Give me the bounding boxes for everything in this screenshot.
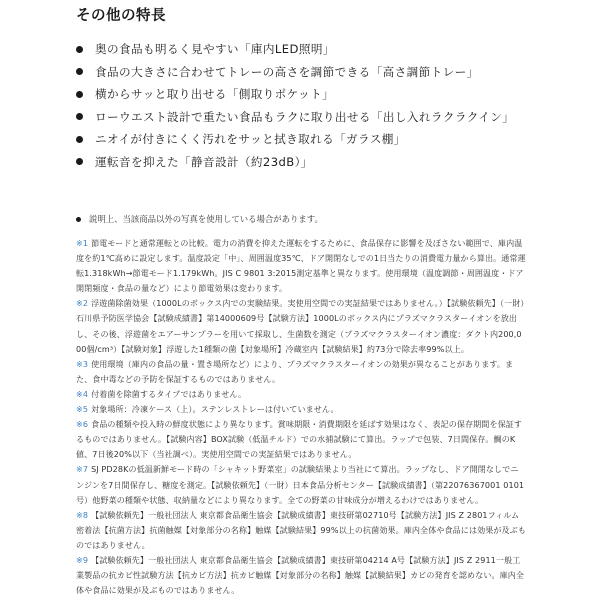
footnote-text: 使用環境（庫内の食品の量・置き場所など）により、プラズマクラスターイオンの効果が異なることがあります。また、食中毒などの予防を保証するものではありません。 — [76, 359, 514, 384]
feature-text: ニオイが付きにくく汚れをサッと拭き取れる「ガラス棚」 — [95, 132, 406, 147]
footnote — [76, 402, 526, 417]
feature-item — [76, 83, 514, 106]
footnote-mark: ※4 — [76, 389, 89, 399]
bullet-icon — [76, 136, 83, 143]
feature-text: 奥の食品も明るく見やすい「庫内LED照明」 — [95, 42, 335, 57]
footnote — [76, 462, 526, 507]
footnote-mark: ※8 — [76, 510, 89, 520]
footnote-text: 【試験依頼先】一般社団法人 東京都食品衛生協会【試験成績書】東技研第04214 A号【試験方法】JIS Z 2911一般工業製品の抗カビ性試験方法【抗カビ方法】抗カビ触媒【対象部分の名称】触媒【試験結果】カビの発育を認めない。庫内全体や食品に効果が及ぶものではありません。 — [76, 555, 525, 596]
section-title: その他の特長 — [76, 8, 166, 24]
footnote-mark: ※6 — [76, 420, 89, 430]
bullet-icon — [76, 91, 83, 98]
footnote-text: 浮遊菌除菌効果（1000Lのボックス内での実験結果。実使用空間での実証結果ではありません。）【試験依頼先】（一財）石川県予防医学協会【試験成績書】第14000609号【試験方法】1000Lのボックス内にプラズマクラスターイオンを放出し、その後、浮遊菌をエアーサンプラーを用いて採取し、生菌数を測定（プラズマクラスターイオン濃度：ダクト内200,000個/cm³）【試験対象】浮遊した1種類の菌【対象場所】冷蔵室内【試験結果】約73分で除去率99%以上。 — [76, 299, 525, 354]
footnote-mark: ※2 — [76, 299, 89, 309]
feature-text: 横からサッと取り出せる「側取りポケット」 — [95, 87, 335, 102]
footnote — [76, 417, 526, 462]
footnote — [76, 236, 526, 296]
footnote — [76, 357, 526, 387]
bullet-icon — [76, 113, 83, 120]
disclaimer-text: 説明上、当該商品以外の写真を使用している場合があります。 — [89, 214, 323, 224]
footnote-text: 付着菌を除菌するタイプではありません。 — [91, 389, 247, 399]
footnote-mark: ※3 — [76, 359, 89, 369]
footnote — [76, 553, 526, 598]
feature-text: ローウエスト設計で重たい食品もラクに取り出せる「出し入れラクラクイン」 — [95, 109, 515, 124]
feature-item — [76, 151, 514, 174]
feature-text: 運転音を抑えた「静音設計（約23dB）」 — [95, 154, 313, 169]
footnote-text: 食品の種類や投入時の鮮度状態により異なります。賞味期限・消費期限を延ばす効果はなく、表記の保存期間を保証するものではありません。【試験内容】BOX試験（低温チルド）での水捕試験にて算出。ラップで包装、7日間保存。鯛のK値、7日後20%以下（当社調べ）。実使用空間での実証結果ではありません。 — [76, 420, 523, 460]
feature-text: 食品の大きさに合わせてトレーの高さを調節できる「高さ調節トレー」 — [95, 64, 479, 79]
footnote-text: SJ PD28Kの低温新鮮モード時の「シャキット野菜室」の試験結果より当社にて算出。ラップなし、ドア開閉なしでニンジンを7日間保存し、糖度を測定。【試験依頼先】（一財）日本食品分析センター【試験成績書】（第22076367001 0101号）他野菜の種類や状態、収納量などにより異なります。全ての野菜の甘味成分が増えるわけではありません。 — [76, 465, 525, 505]
footnote-text: 節電モードと通常運転との比較。電力の消費を抑えた運転をするために、食品保存に影響を及ぼさない範囲で、庫内温度を約1℃高めに設定します。温度設定「中」、周囲温度35℃、ドア開閉なしでの1日当たりの消費電力量から算出。通常運転1.318kWh→節電モード1.179kWh。JIS C 9801 3:2015測定基準と異なります。使用環境（温度調節・周囲温度・ドア開閉頻度・食品の量など）により節電効果は変わります。 — [76, 239, 526, 294]
feature-item — [76, 128, 514, 151]
footnotes — [76, 236, 526, 598]
footnote-text: 【試験依頼先】一般社団法人 東京都食品衛生協会【試験成績書】東技研第02710号【試験方法】JIS Z 2801フィルム密着法【抗菌方法】抗菌触媒【対象部分の名称】触媒【試験結果】99%以上の抗菌効果。庫内全体や食品には効果が及ぶものではありません。 — [76, 510, 526, 550]
footnote-mark: ※9 — [76, 555, 89, 565]
bullet-icon — [76, 46, 83, 53]
feature-item — [76, 38, 514, 61]
feature-item — [76, 106, 514, 129]
feature-list — [76, 38, 514, 173]
footnote — [76, 508, 526, 553]
feature-item — [76, 61, 514, 84]
disclaimer — [76, 213, 323, 225]
footnote-mark: ※5 — [76, 405, 89, 415]
footnote — [76, 387, 526, 402]
bullet-icon — [76, 158, 83, 165]
footnote-mark: ※1 — [76, 239, 89, 248]
bullet-icon — [76, 217, 81, 222]
footnote-mark: ※7 — [76, 465, 89, 475]
bullet-icon — [76, 68, 83, 75]
footnote — [76, 296, 526, 356]
footnote-text: 対象場所：冷凍ケース（上）。ステンレストレーは付いていません。 — [91, 405, 339, 415]
